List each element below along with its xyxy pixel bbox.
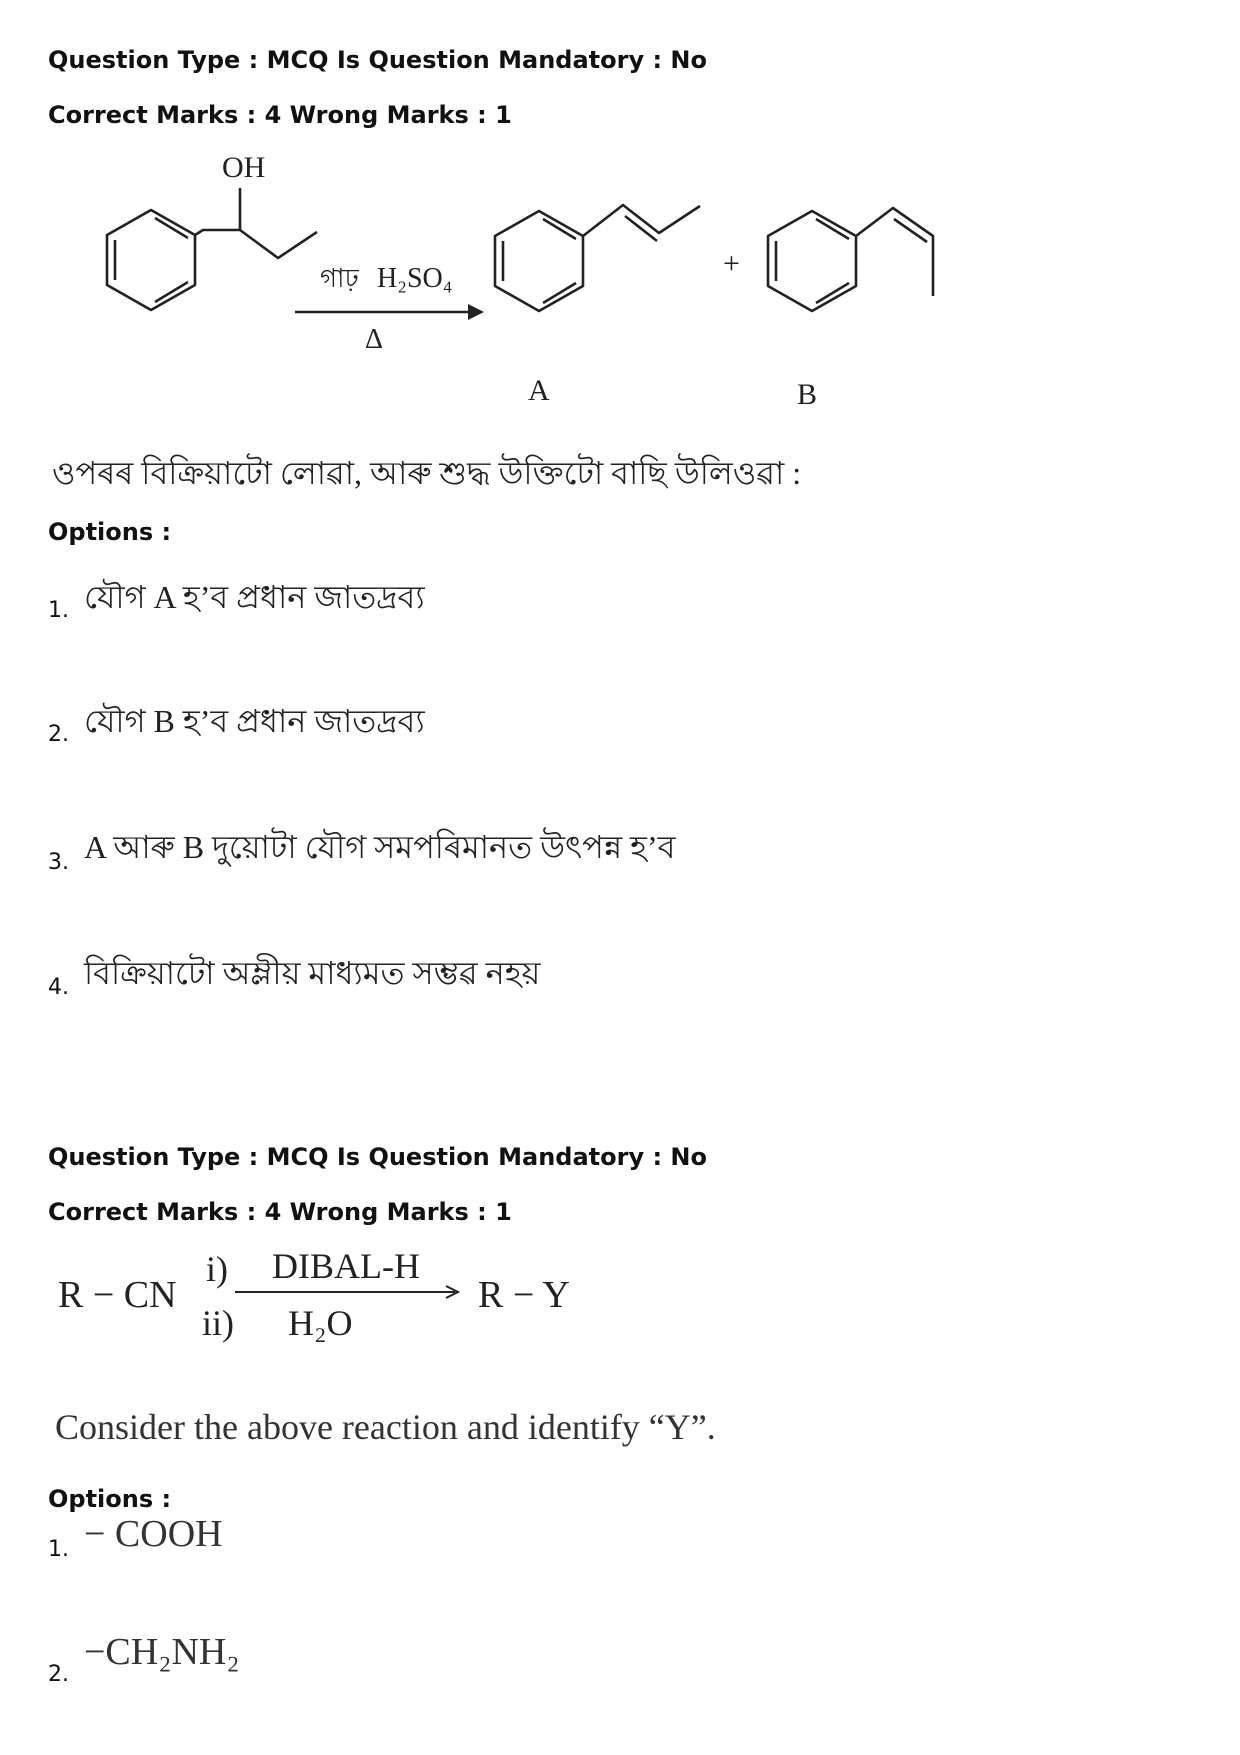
marks-line: Correct Marks : 4 Wrong Marks : 1 [48,1198,512,1226]
option-text: যৌগ A হ’ব প্ৰধান জাতদ্রব্য [84,579,425,615]
option-number: 2. [48,722,69,747]
options-label: Options : [48,518,172,546]
reagent-prefix: গাঢ় [320,264,359,293]
option-text: −CH₂NH₂ [84,1631,240,1673]
reagent-dibal: DIBAL-H [272,1246,420,1286]
option-number: 3. [48,850,69,875]
product-a-label: A [528,374,550,407]
step-one-label: i) [206,1249,228,1289]
option-number: 1. [48,598,69,623]
option-text: যৌগ B হ’ব প্ৰধান জাতদ্রব্য [84,703,425,739]
question-type-line: Question Type : MCQ Is Question Mandatory : No [48,46,707,74]
product-b-label: B [797,378,818,411]
product-a-side-chain [583,205,700,241]
reaction-scheme-q1 [55,148,955,418]
plus-sign: + [723,247,740,280]
arrow-head [468,304,484,320]
product-a-benzene-ring [495,211,583,311]
reagent-formula: H₂SO₄ [377,263,453,294]
reactant-formula: R − CN [58,1274,177,1316]
question-prompt: Consider the above reaction and identify “Y”. [55,1407,716,1447]
product-b-benzene-ring [768,211,856,311]
option-number: 1. [48,1537,69,1562]
question-prompt: ওপৰৰ বিক্রিয়াটো লোৱা, আৰু শুদ্ধ উক্তিটো বাছি উলিওৱা : [52,455,802,491]
option-text: A আৰু B দুয়োটা যৌগ সমপৰিমানত উৎপন্ন হ’ব [84,829,676,865]
option-number: 2. [48,1662,69,1687]
reactant-benzene-ring [107,210,195,310]
question-type-line: Question Type : MCQ Is Question Mandatory : No [48,1143,707,1171]
product-formula: R − Y [478,1274,570,1316]
reagent-water: H₂O [288,1303,353,1343]
options-label: Options : [48,1485,172,1513]
marks-line: Correct Marks : 4 Wrong Marks : 1 [48,101,512,129]
step-two-label: ii) [202,1303,234,1343]
reactant-side-chain [195,188,317,258]
product-b-side-chain [856,208,933,296]
reaction-scheme-q2 [50,1240,610,1350]
option-text: বিক্রিয়াটো অম্লীয় মাধ্যমত সম্ভৱ নহয় [84,955,541,991]
option-text: − COOH [84,1513,223,1555]
option-number: 4. [48,975,69,1000]
hydroxyl-label: OH [222,151,266,184]
reaction-condition: Δ [365,324,384,355]
